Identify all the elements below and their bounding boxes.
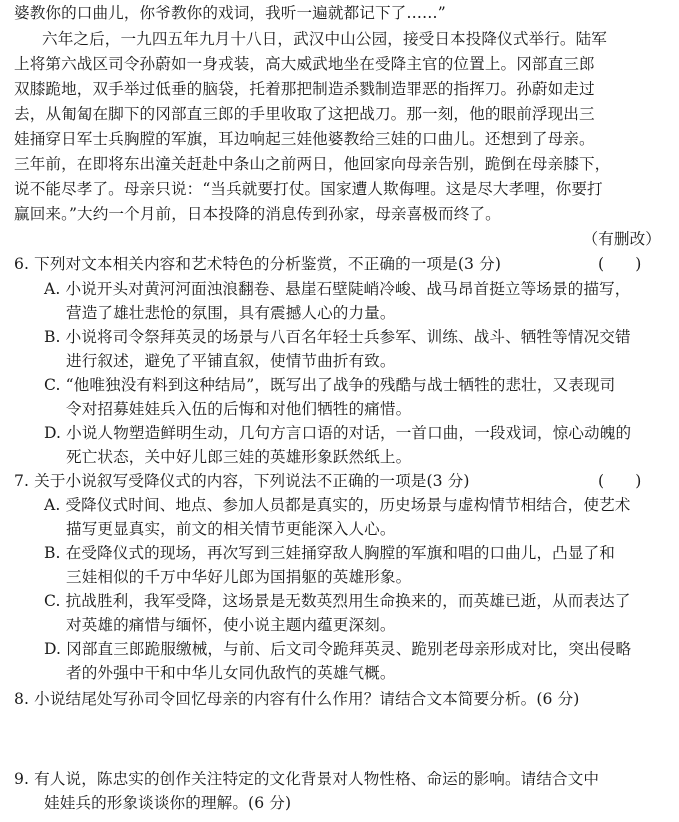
option-b: B. 在受降仪式的现场，再次写到三娃捅穿敌人胸膛的军旗和唱的口曲儿，凸显了和 bbox=[44, 544, 615, 562]
option-c-cont: 对英雄的痛惜与缅怀，使小说主题内蕴更深刻。 bbox=[66, 616, 396, 634]
option-d: D. 冈部直三郎跪服缴械，与前、后文司令跪拜英灵、跪别老母亲形成对比，突出侵略 bbox=[44, 640, 632, 658]
option-c-cont: 令对招募娃娃兵入伍的后悔和对他们牺牲的痛惜。 bbox=[66, 400, 412, 418]
question-stem: 6. 下列对文本相关内容和艺术特色的分析鉴赏，不正确的一项是(3 分) bbox=[14, 255, 502, 273]
option-d-cont: 死亡状态，关中好儿郎三娃的英雄形象跃然纸上。 bbox=[66, 448, 412, 466]
option-a: A. 小说开头对黄河河面浊浪翻卷、悬崖石壁陡峭冷峻、战马昂首挺立等场景的描写， bbox=[44, 280, 631, 298]
answer-blank: ( ) bbox=[598, 255, 642, 273]
passage-line: 婆教你的口曲儿，你爷教你的戏词，我听一遍就都记下了……” bbox=[14, 4, 446, 22]
option-b-cont: 进行叙述，避免了平铺直叙，使情节曲折有致。 bbox=[66, 352, 396, 370]
passage-line: 上将第六战区司令孙蔚如一身戎装，高大威武地坐在受降主官的位置上。冈部直三郎 bbox=[14, 55, 595, 73]
option-c: C. “他唯独没有料到这种结局”，既写出了战争的残酷与战士牺牲的悲壮，又表现司 bbox=[44, 376, 616, 394]
option-d-cont: 者的外强中干和中华儿女同仇敌忾的英雄气概。 bbox=[66, 664, 396, 682]
option-b: B. 小说将司令祭拜英灵的场景与八百名年轻士兵参军、训练、战斗、牺牲等情况交错 bbox=[44, 328, 631, 346]
passage-line: 双膝跪地，双手举过低垂的脑袋，托着那把制造杀戮制造罪恶的指挥刀。孙蔚如走过 bbox=[14, 80, 595, 98]
passage-line: 赢回来。”大约一个月前，日本投降的消息传到孙家，母亲喜极而终了。 bbox=[14, 205, 501, 223]
option-d: D. 小说人物塑造鲜明生动，几句方言口语的对话，一首口曲，一段戏词，惊心动魄的 bbox=[44, 424, 632, 442]
option-c: C. 抗战胜利，我军受降，这场景是无数英烈用生命换来的，而英雄已逝，从而表达了 bbox=[44, 592, 631, 610]
passage-line: 说不能尽孝了。母亲只说：“当兵就要打仗。国家遭人欺侮哩。这是尽大孝哩，你要打 bbox=[14, 180, 603, 198]
passage-line: 去，从匍匐在脚下的冈部直三郎的手里收取了这把战刀。那一刻，他的眼前浮现出三 bbox=[14, 105, 595, 123]
question-stem: 7. 关于小说叙写受降仪式的内容，下列说法不正确的一项是(3 分) bbox=[14, 472, 470, 490]
source-note: （有删改） bbox=[582, 230, 661, 248]
passage-line: 娃捅穿日军士兵胸膛的军旗，耳边响起三娃他婆教给三娃的口曲儿。还想到了母亲。 bbox=[14, 130, 595, 148]
option-b-cont: 三娃相似的千万中华好儿郎为国捐躯的英雄形象。 bbox=[66, 568, 412, 586]
question-stem-cont: 娃娃兵的形象谈谈你的理解。(6 分) bbox=[44, 794, 292, 812]
option-a-cont: 描写更显真实，前文的相关情节更能深入人心。 bbox=[66, 520, 396, 538]
option-a-cont: 营造了雄壮悲怆的氛围，具有震撼人心的力量。 bbox=[66, 304, 396, 322]
passage-line: 六年之后，一九四五年九月十八日，武汉中山公园，接受日本投降仪式举行。陆军 bbox=[42, 30, 607, 48]
option-a: A. 受降仪式时间、地点、参加人员都是真实的，历史场景与虚构情节相结合，使艺术 bbox=[44, 496, 631, 514]
question-stem: 9. 有人说，陈忠实的创作关注特定的文化背景对人物性格、命运的影响。请结合文中 bbox=[14, 770, 600, 788]
answer-blank: ( ) bbox=[598, 472, 642, 490]
passage-line: 三年前，在即将东出潼关赶赴中条山之前两日，他回家向母亲告别，跪倒在母亲膝下， bbox=[14, 155, 611, 173]
question-stem: 8. 小说结尾处写孙司令回忆母亲的内容有什么作用？请结合文本简要分析。(6 分) bbox=[14, 690, 580, 708]
